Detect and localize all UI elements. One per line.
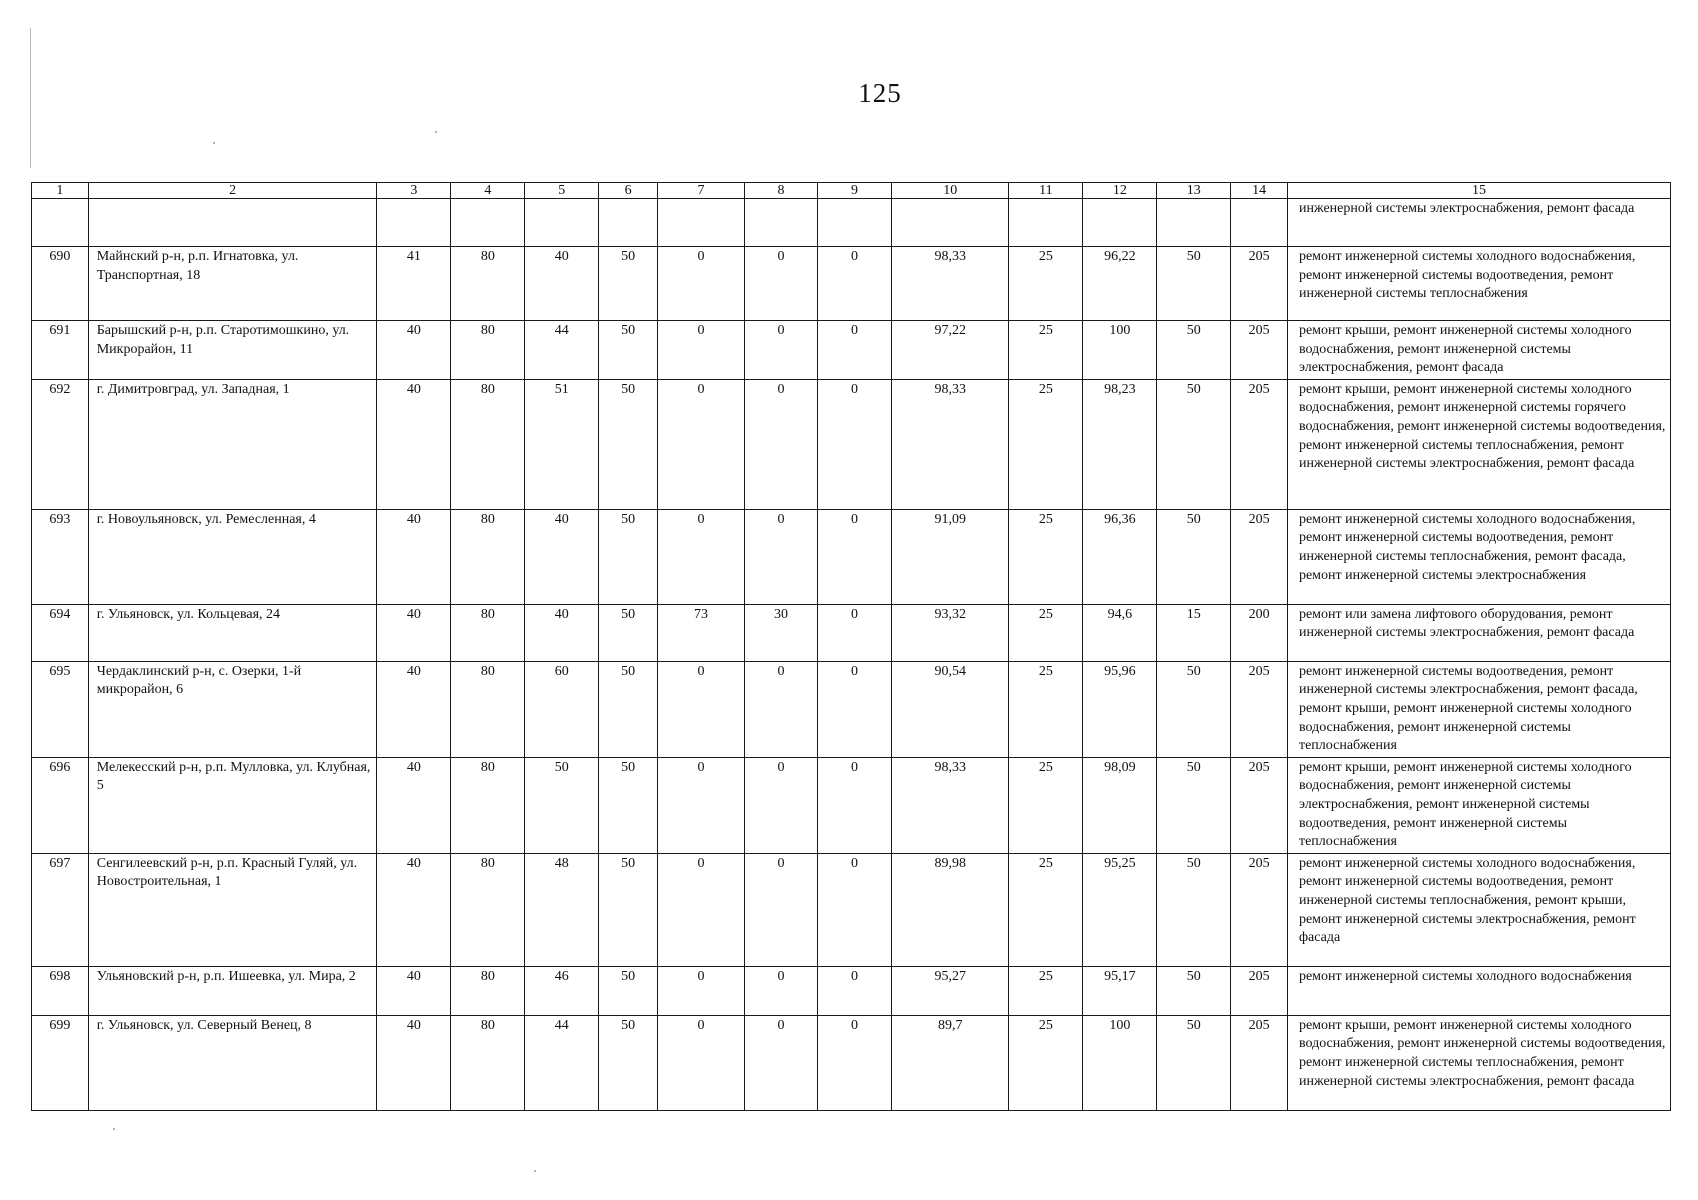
col-13-value: 50 (1157, 853, 1231, 966)
col-3-value: 40 (377, 321, 451, 380)
col-8-value: 0 (745, 966, 818, 1015)
col-12-value: 100 (1083, 1015, 1157, 1110)
column-header: 11 (1009, 183, 1083, 199)
col-5-value: 44 (525, 321, 599, 380)
table-body (32, 247, 1671, 1111)
col-6-value: 50 (599, 247, 658, 321)
col-3-value: 40 (377, 604, 451, 661)
scan-speck (213, 142, 215, 144)
col-7-value: 0 (657, 757, 744, 853)
col-5-value: 40 (525, 604, 599, 661)
table-row (32, 966, 1671, 1015)
col-14-value: 205 (1231, 661, 1288, 757)
col-9-value: 0 (818, 321, 892, 380)
col-6-value: 50 (599, 661, 658, 757)
col-7-value: 0 (657, 379, 744, 509)
col-14-value: 205 (1231, 247, 1288, 321)
scan-speck (534, 1170, 536, 1172)
address: Сенгилеевский р-н, р.п. Красный Гуляй, ул. Новостроительная, 1 (88, 853, 377, 966)
column-header: 4 (451, 183, 525, 199)
works-list: ремонт инженерной системы холодного водоснабжения, ремонт инженерной системы водоотведения, ремонт инженерной системы теплоснабжения (1287, 247, 1670, 321)
row-number: 697 (32, 853, 89, 966)
row-number: 695 (32, 661, 89, 757)
col-9-value: 0 (818, 604, 892, 661)
row-number: 699 (32, 1015, 89, 1110)
col-3-value: 40 (377, 661, 451, 757)
col-10-value: 98,33 (891, 379, 1009, 509)
address: Майнский р-н, р.п. Игнатовка, ул. Транспортная, 18 (88, 247, 377, 321)
column-number-row (32, 183, 1671, 199)
col-8-value: 0 (745, 321, 818, 380)
address: г. Ульяновск, ул. Кольцевая, 24 (88, 604, 377, 661)
col-5-value: 40 (525, 509, 599, 604)
col-11-value: 25 (1009, 379, 1083, 509)
col-10-value: 98,33 (891, 757, 1009, 853)
col-12-value: 96,36 (1083, 509, 1157, 604)
col-8-value: 0 (745, 247, 818, 321)
works-list: ремонт инженерной системы холодного водоснабжения, ремонт инженерной системы водоотведения, ремонт инженерной системы теплоснабжения, ремонт фасада, ремонт инженерной системы электроснабжения (1287, 509, 1670, 604)
col-12-value: 95,25 (1083, 853, 1157, 966)
col-8-value: 0 (745, 509, 818, 604)
col-11-value: 25 (1009, 661, 1083, 757)
col-11-value: 25 (1009, 321, 1083, 380)
col-7-value: 0 (657, 1015, 744, 1110)
row-number: 698 (32, 966, 89, 1015)
page-number: 125 (858, 78, 902, 108)
column-header: 10 (891, 183, 1009, 199)
col-13-value: 50 (1157, 966, 1231, 1015)
col-8-value: 0 (745, 379, 818, 509)
col-7-value: 0 (657, 321, 744, 380)
col-5-value: 44 (525, 1015, 599, 1110)
works-list: ремонт крыши, ремонт инженерной системы холодного водоснабжения, ремонт инженерной системы электроснабжения, ремонт инженерной системы водоотведения, ремонт инженерной системы теплоснабжения (1287, 757, 1670, 853)
col-4-value: 80 (451, 321, 525, 380)
col-8-value: 0 (745, 853, 818, 966)
col-10-value: 91,09 (891, 509, 1009, 604)
continuation-row (32, 199, 1671, 247)
col-7-value: 73 (657, 604, 744, 661)
col-13-value: 50 (1157, 321, 1231, 380)
col-13-value: 50 (1157, 247, 1231, 321)
works-list: ремонт или замена лифтового оборудования, ремонт инженерной системы электроснабжения, ремонт фасада (1287, 604, 1670, 661)
column-header: 2 (88, 183, 377, 199)
address: Ульяновский р-н, р.п. Ишеевка, ул. Мира, 2 (88, 966, 377, 1015)
col-7-value: 0 (657, 853, 744, 966)
col-11-value: 25 (1009, 853, 1083, 966)
col-14-value: 205 (1231, 1015, 1288, 1110)
col-12-value: 100 (1083, 321, 1157, 380)
table-row (32, 379, 1671, 509)
col-5-value: 48 (525, 853, 599, 966)
col-14-value: 205 (1231, 757, 1288, 853)
col-11-value: 25 (1009, 1015, 1083, 1110)
col-7-value: 0 (657, 661, 744, 757)
address: Мелекесский р-н, р.п. Мулловка, ул. Клубная, 5 (88, 757, 377, 853)
col-4-value: 80 (451, 509, 525, 604)
col-11-value: 25 (1009, 604, 1083, 661)
address: Барышский р-н, р.п. Старотимошкино, ул. Микрорайон, 11 (88, 321, 377, 380)
col-5-value: 51 (525, 379, 599, 509)
col-3-value: 40 (377, 1015, 451, 1110)
col-13-value: 50 (1157, 661, 1231, 757)
col-6-value: 50 (599, 509, 658, 604)
col-12-value: 95,17 (1083, 966, 1157, 1015)
col-12-value: 95,96 (1083, 661, 1157, 757)
col-9-value: 0 (818, 661, 892, 757)
col-13-value: 50 (1157, 379, 1231, 509)
col-8-value: 0 (745, 757, 818, 853)
address: г. Новоульяновск, ул. Ремесленная, 4 (88, 509, 377, 604)
continuation-works: инженерной системы электроснабжения, ремонт фасада (1287, 199, 1670, 247)
col-4-value: 80 (451, 604, 525, 661)
column-header: 8 (745, 183, 818, 199)
row-number: 696 (32, 757, 89, 853)
address: г. Ульяновск, ул. Северный Венец, 8 (88, 1015, 377, 1110)
row-number: 693 (32, 509, 89, 604)
col-5-value: 50 (525, 757, 599, 853)
col-4-value: 80 (451, 661, 525, 757)
col-13-value: 50 (1157, 757, 1231, 853)
column-header: 9 (818, 183, 892, 199)
col-3-value: 40 (377, 966, 451, 1015)
column-header: 15 (1287, 183, 1670, 199)
col-9-value: 0 (818, 757, 892, 853)
col-6-value: 50 (599, 853, 658, 966)
table-row (32, 1015, 1671, 1110)
col-12-value: 98,23 (1083, 379, 1157, 509)
column-header: 14 (1231, 183, 1288, 199)
col-3-value: 40 (377, 757, 451, 853)
col-6-value: 50 (599, 757, 658, 853)
col-12-value: 98,09 (1083, 757, 1157, 853)
col-5-value: 60 (525, 661, 599, 757)
col-4-value: 80 (451, 1015, 525, 1110)
scan-speck (435, 131, 437, 133)
col-4-value: 80 (451, 757, 525, 853)
column-header: 12 (1083, 183, 1157, 199)
table-row (32, 604, 1671, 661)
col-14-value: 205 (1231, 509, 1288, 604)
col-14-value: 205 (1231, 966, 1288, 1015)
row-number: 692 (32, 379, 89, 509)
col-4-value: 80 (451, 853, 525, 966)
col-10-value: 95,27 (891, 966, 1009, 1015)
works-list: ремонт инженерной системы холодного водоснабжения (1287, 966, 1670, 1015)
scan-speck (113, 1128, 115, 1130)
col-9-value: 0 (818, 853, 892, 966)
col-7-value: 0 (657, 966, 744, 1015)
col-11-value: 25 (1009, 509, 1083, 604)
col-14-value: 205 (1231, 321, 1288, 380)
col-10-value: 90,54 (891, 661, 1009, 757)
col-13-value: 50 (1157, 509, 1231, 604)
works-list: ремонт крыши, ремонт инженерной системы холодного водоснабжения, ремонт инженерной системы электроснабжения, ремонт фасада (1287, 321, 1670, 380)
column-header: 6 (599, 183, 658, 199)
col-6-value: 50 (599, 321, 658, 380)
col-13-value: 50 (1157, 1015, 1231, 1110)
col-10-value: 89,7 (891, 1015, 1009, 1110)
col-14-value: 200 (1231, 604, 1288, 661)
table-row (32, 661, 1671, 757)
col-10-value: 98,33 (891, 247, 1009, 321)
works-list: ремонт крыши, ремонт инженерной системы холодного водоснабжения, ремонт инженерной системы горячего водоснабжения, ремонт инженерной системы водоотведения, ремонт инженерной системы теплоснабжения, ремонт инженерной системы электроснабжения, ремонт фасада (1287, 379, 1670, 509)
column-header: 5 (525, 183, 599, 199)
col-3-value: 41 (377, 247, 451, 321)
col-6-value: 50 (599, 1015, 658, 1110)
col-9-value: 0 (818, 966, 892, 1015)
col-6-value: 50 (599, 604, 658, 661)
col-12-value: 94,6 (1083, 604, 1157, 661)
col-12-value: 96,22 (1083, 247, 1157, 321)
col-9-value: 0 (818, 379, 892, 509)
col-11-value: 25 (1009, 757, 1083, 853)
works-list: ремонт крыши, ремонт инженерной системы холодного водоснабжения, ремонт инженерной системы водоотведения, ремонт инженерной системы теплоснабжения, ремонт инженерной системы электроснабжения, ремонт фасада (1287, 1015, 1670, 1110)
col-9-value: 0 (818, 509, 892, 604)
col-5-value: 40 (525, 247, 599, 321)
col-11-value: 25 (1009, 247, 1083, 321)
col-8-value: 30 (745, 604, 818, 661)
col-7-value: 0 (657, 247, 744, 321)
col-9-value: 0 (818, 1015, 892, 1110)
col-3-value: 40 (377, 853, 451, 966)
col-13-value: 15 (1157, 604, 1231, 661)
col-7-value: 0 (657, 509, 744, 604)
works-list: ремонт инженерной системы холодного водоснабжения, ремонт инженерной системы водоотведения, ремонт инженерной системы теплоснабжения, ремонт крыши, ремонт инженерной системы электроснабжения, ремонт фасада (1287, 853, 1670, 966)
col-8-value: 0 (745, 661, 818, 757)
col-3-value: 40 (377, 509, 451, 604)
table-row (32, 247, 1671, 321)
col-6-value: 50 (599, 966, 658, 1015)
column-header: 7 (657, 183, 744, 199)
col-8-value: 0 (745, 1015, 818, 1110)
col-10-value: 89,98 (891, 853, 1009, 966)
col-4-value: 80 (451, 379, 525, 509)
col-14-value: 205 (1231, 853, 1288, 966)
register-table (31, 182, 1671, 1111)
table-row (32, 509, 1671, 604)
col-4-value: 80 (451, 966, 525, 1015)
table-row (32, 757, 1671, 853)
works-list: ремонт инженерной системы водоотведения, ремонт инженерной системы электроснабжения, ремонт фасада, ремонт крыши, ремонт инженерной системы холодного водоснабжения, ремонт инженерной системы теплоснабжения (1287, 661, 1670, 757)
column-header: 3 (377, 183, 451, 199)
row-number: 694 (32, 604, 89, 661)
col-4-value: 80 (451, 247, 525, 321)
col-11-value: 25 (1009, 966, 1083, 1015)
col-3-value: 40 (377, 379, 451, 509)
col-9-value: 0 (818, 247, 892, 321)
col-10-value: 97,22 (891, 321, 1009, 380)
col-5-value: 46 (525, 966, 599, 1015)
address: г. Димитровград, ул. Западная, 1 (88, 379, 377, 509)
column-header: 1 (32, 183, 89, 199)
address: Чердаклинский р-н, с. Озерки, 1-й микрорайон, 6 (88, 661, 377, 757)
row-number: 691 (32, 321, 89, 380)
col-6-value: 50 (599, 379, 658, 509)
column-header: 13 (1157, 183, 1231, 199)
col-10-value: 93,32 (891, 604, 1009, 661)
table-row (32, 853, 1671, 966)
col-14-value: 205 (1231, 379, 1288, 509)
row-number: 690 (32, 247, 89, 321)
table-row (32, 321, 1671, 380)
